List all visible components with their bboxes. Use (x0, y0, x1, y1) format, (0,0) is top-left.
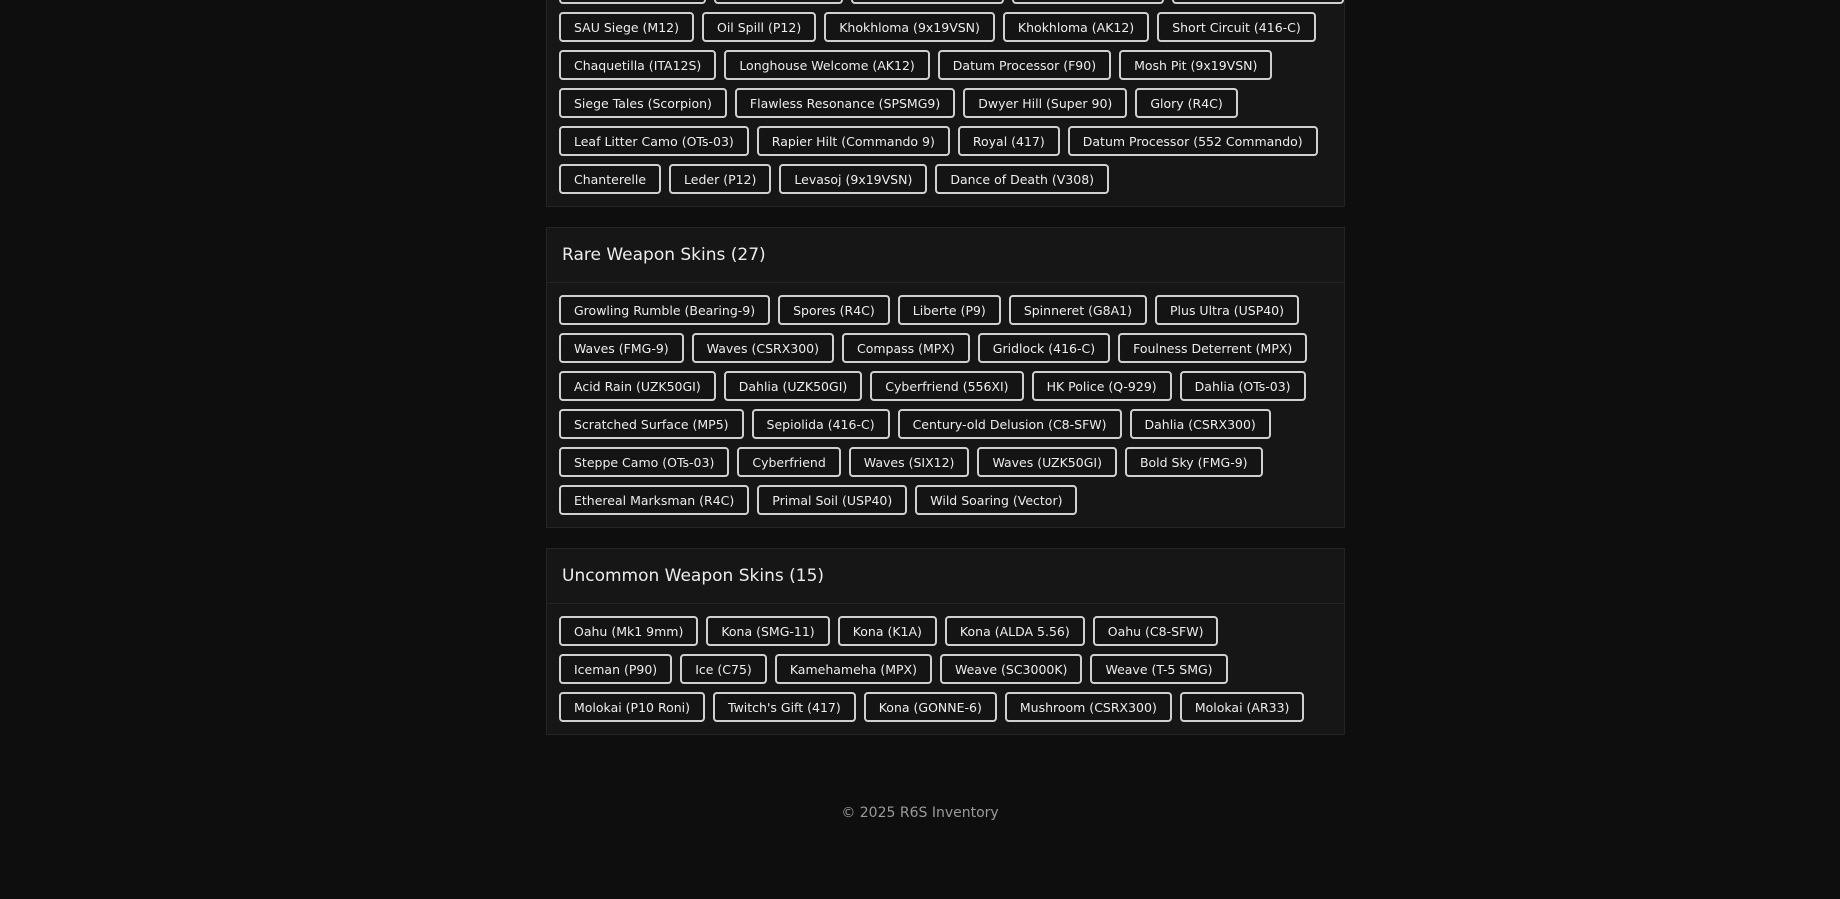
section-title: Rare Weapon Skins (27) (547, 228, 1344, 283)
skin-chip[interactable]: Dahlia (UZK50GI) (724, 371, 863, 401)
uncommon-skins-section (546, 548, 1345, 735)
skin-chip[interactable]: Cyberfriend (737, 447, 840, 477)
skin-chip[interactable]: Waves (UZK50GI) (977, 447, 1117, 477)
skin-chip[interactable]: Plus Ultra (USP40) (1155, 295, 1299, 325)
skin-chip[interactable]: Dwyer Hill (Super 90) (963, 88, 1127, 118)
skin-chip[interactable]: Weave (T-5 SMG) (1090, 654, 1227, 684)
skin-chip[interactable]: Mosh Pit (9x19VSN) (1119, 50, 1272, 80)
skin-chip[interactable]: Khokhloma (9x19VSN) (824, 12, 995, 42)
skin-chip[interactable]: Growling Rumble (Bearing-9) (559, 295, 770, 325)
skin-chip[interactable]: Mushroom (CSRX300) (1005, 692, 1172, 722)
skin-chip[interactable]: Kona (SMG-11) (706, 616, 829, 646)
skin-chip[interactable]: Chanterelle (559, 164, 661, 194)
skin-chip[interactable]: Waves (CSRX300) (692, 333, 834, 363)
skin-chip[interactable]: Rapier Hilt (Commando 9) (757, 126, 950, 156)
skin-chip[interactable]: Iceman (P90) (559, 654, 672, 684)
skin-chip[interactable]: Weave (SC3000K) (940, 654, 1082, 684)
skin-chip[interactable]: Kamehameha (MPX) (775, 654, 932, 684)
skin-chip-list (547, 604, 1344, 722)
skin-chip[interactable]: HK Police (Q-929) (1032, 371, 1172, 401)
skin-chip[interactable]: Glory (R4C) (1135, 88, 1237, 118)
skin-chip[interactable]: Bold Sky (FMG-9) (1125, 447, 1263, 477)
skin-chip[interactable]: Royal (417) (958, 126, 1060, 156)
skin-chip[interactable]: Longhouse Welcome (AK12) (724, 50, 929, 80)
skin-chip[interactable]: Oahu (Mk1 9mm) (559, 616, 698, 646)
skin-chip[interactable]: Spores (R4C) (778, 295, 890, 325)
skin-chip[interactable]: Acid Rain (UZK50GI) (559, 371, 716, 401)
clipped-chip[interactable] (1012, 0, 1164, 4)
clipped-chip[interactable] (559, 0, 706, 4)
skin-chip[interactable]: Primal Soil (USP40) (757, 485, 907, 515)
skin-chip[interactable]: Century-old Delusion (C8-SFW) (898, 409, 1122, 439)
skin-chip[interactable]: Siege Tales (Scorpion) (559, 88, 727, 118)
skin-chip[interactable]: Twitch's Gift (417) (713, 692, 856, 722)
skin-chip[interactable]: Compass (MPX) (842, 333, 970, 363)
clipped-chip[interactable] (1172, 0, 1344, 4)
skin-chip[interactable]: Scratched Surface (MP5) (559, 409, 744, 439)
skin-chip[interactable]: Datum Processor (F90) (938, 50, 1111, 80)
skin-chip[interactable]: Dahlia (OTs-03) (1180, 371, 1306, 401)
clipped-chip[interactable] (851, 0, 1005, 4)
skin-chip[interactable]: Liberte (P9) (898, 295, 1001, 325)
skin-section-previous (546, 0, 1345, 207)
skin-chip[interactable]: Ice (C75) (680, 654, 767, 684)
footer-copyright: © 2025 R6S Inventory (841, 805, 999, 821)
skin-chip[interactable]: Foulness Deterrent (MPX) (1118, 333, 1307, 363)
skin-chip[interactable]: Gridlock (416-C) (978, 333, 1110, 363)
skin-chip[interactable]: Molokai (P10 Roni) (559, 692, 705, 722)
skin-chip[interactable]: Ethereal Marksman (R4C) (559, 485, 749, 515)
skin-chip[interactable]: Leaf Litter Camo (OTs-03) (559, 126, 749, 156)
skin-chip[interactable]: SAU Siege (M12) (559, 12, 694, 42)
clipped-chip[interactable] (714, 0, 842, 4)
section-title: Uncommon Weapon Skins (15) (547, 549, 1344, 604)
skin-chip[interactable]: Khokhloma (AK12) (1003, 12, 1149, 42)
skin-chip[interactable]: Steppe Camo (OTs-03) (559, 447, 729, 477)
skin-chip[interactable]: Dahlia (CSRX300) (1130, 409, 1271, 439)
skin-chip[interactable]: Dance of Death (V308) (935, 164, 1109, 194)
skin-chip[interactable]: Kona (ALDA 5.56) (945, 616, 1085, 646)
skin-chip[interactable]: Oil Spill (P12) (702, 12, 816, 42)
skin-chip[interactable]: Kona (K1A) (838, 616, 937, 646)
skin-chip[interactable]: Sepiolida (416-C) (752, 409, 890, 439)
skin-chip-list (547, 283, 1344, 515)
skin-chip[interactable]: Molokai (AR33) (1180, 692, 1305, 722)
skin-chip[interactable]: Spinneret (G8A1) (1009, 295, 1147, 325)
skin-chip[interactable]: Waves (FMG-9) (559, 333, 684, 363)
skin-chip[interactable]: Cyberfriend (556XI) (870, 371, 1023, 401)
rare-skins-section (546, 227, 1345, 528)
skin-chip[interactable]: Leder (P12) (669, 164, 771, 194)
skin-chip[interactable]: Chaquetilla (ITA12S) (559, 50, 716, 80)
skin-chip[interactable]: Levasoj (9x19VSN) (779, 164, 927, 194)
skin-chip[interactable]: Datum Processor (552 Commando) (1068, 126, 1318, 156)
skin-chip-list (547, 4, 1344, 194)
skin-chip[interactable]: Wild Soaring (Vector) (915, 485, 1077, 515)
clipped-chip-row (547, 0, 1344, 4)
skin-chip[interactable]: Short Circuit (416-C) (1157, 12, 1316, 42)
skin-chip[interactable]: Flawless Resonance (SPSMG9) (735, 88, 955, 118)
skin-chip[interactable]: Waves (SIX12) (849, 447, 970, 477)
skin-chip[interactable]: Oahu (C8-SFW) (1093, 616, 1219, 646)
skin-chip[interactable]: Kona (GONNE-6) (864, 692, 997, 722)
